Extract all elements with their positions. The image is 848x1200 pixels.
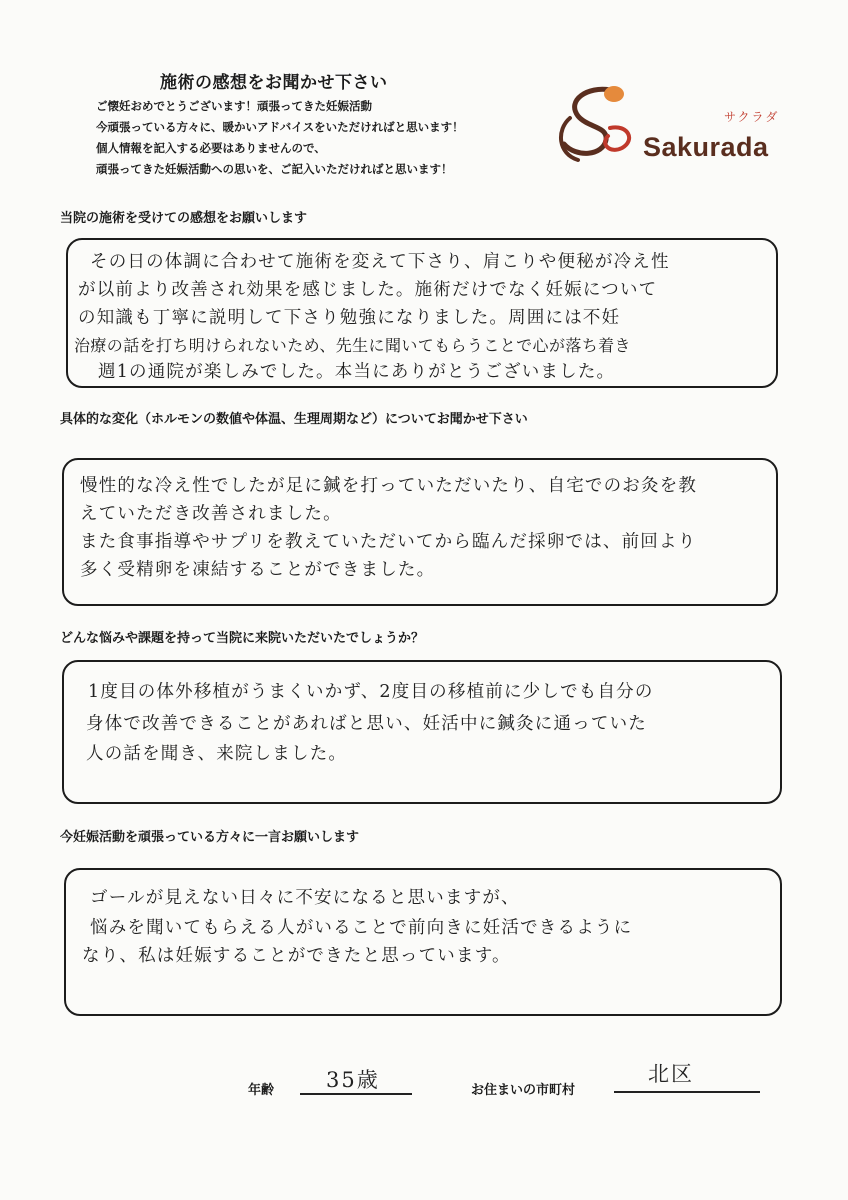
logo-brand-text: Sakurada — [643, 132, 769, 162]
logo-katakana: サクラダ — [724, 110, 780, 124]
answer-line: 多く受精卵を凍結することができました。 — [80, 560, 436, 580]
answer-line: の知識も丁寧に説明して下さり勉強になりました。周囲には不妊 — [78, 308, 621, 328]
city-value: 北区 — [648, 1062, 694, 1086]
age-label: 年齢 — [248, 1083, 275, 1098]
city-underline — [614, 1091, 760, 1093]
intro-line: 頑張ってきた妊娠活動への思いを、ご記入いただければと思います！ — [96, 162, 453, 176]
answer-line: 治療の話を打ち明けられないため、先生に聞いてもらうことで心が落ち着き — [74, 336, 631, 355]
age-value: 35歳 — [326, 1068, 380, 1092]
section-2-answer-box — [62, 458, 778, 606]
section-2-label: 具体的な変化（ホルモンの数値や体温、生理周期など）についてお聞かせ下さい — [60, 412, 528, 427]
answer-line: 1度目の体外移植がうまくいかず、2度目の移植前に少しでも自分の — [88, 682, 654, 702]
answer-line: ゴールが見えない日々に不安になると思いますが、 — [90, 888, 520, 908]
section-4-answer-box — [64, 868, 782, 1016]
section-1-answer-box — [66, 238, 778, 388]
answer-line: 慢性的な冷え性でしたが足に鍼を打っていただいたり、自宅でのお灸を教 — [80, 476, 698, 496]
answer-line: が以前より改善され効果を感じました。施術だけでなく妊娠について — [78, 280, 658, 300]
age-underline — [300, 1093, 412, 1095]
section-3-label: どんな悩みや課題を持って当院に来院いただいたでしょうか？ — [60, 631, 425, 646]
answer-line: 週1の通院が楽しみでした。本当にありがとうございました。 — [98, 362, 616, 382]
answer-line: 身体で改善できることがあればと思い、妊活中に鍼灸に通っていた — [86, 714, 647, 734]
section-3-answer-box — [62, 660, 782, 804]
intro-line: 今頑張っている方々に、暖かいアドバイスをいただければと思います！ — [96, 120, 464, 134]
intro-line: ご懐妊おめでとうございます！頑張ってきた妊娠活動 — [96, 99, 372, 113]
city-label: お住まいの市町村 — [471, 1083, 576, 1098]
answer-line: その日の体調に合わせて施術を変えて下さり、肩こりや便秘が冷え性 — [90, 252, 670, 272]
answer-line: えていただき改善されました。 — [80, 504, 342, 524]
intro-line: 個人情報を記入する必要はありませんので、 — [96, 141, 326, 155]
answer-line: 人の話を聞き、来院しました。 — [86, 744, 348, 764]
answer-line: 悩みを聞いてもらえる人がいることで前向きに妊活できるように — [90, 918, 633, 938]
section-1-label: 当院の施術を受けての感想をお願いします — [60, 211, 308, 226]
sakurada-logo — [548, 78, 788, 174]
page-title: 施術の感想をお聞かせ下さい — [160, 73, 388, 93]
answer-line: また食事指導やサプリを教えていただいてから臨んだ採卵では、前回より — [80, 532, 697, 552]
section-4-label: 今妊娠活動を頑張っている方々に一言お願いします — [60, 830, 360, 845]
answer-line: なり、私は妊娠することができたと思っています。 — [82, 946, 511, 966]
